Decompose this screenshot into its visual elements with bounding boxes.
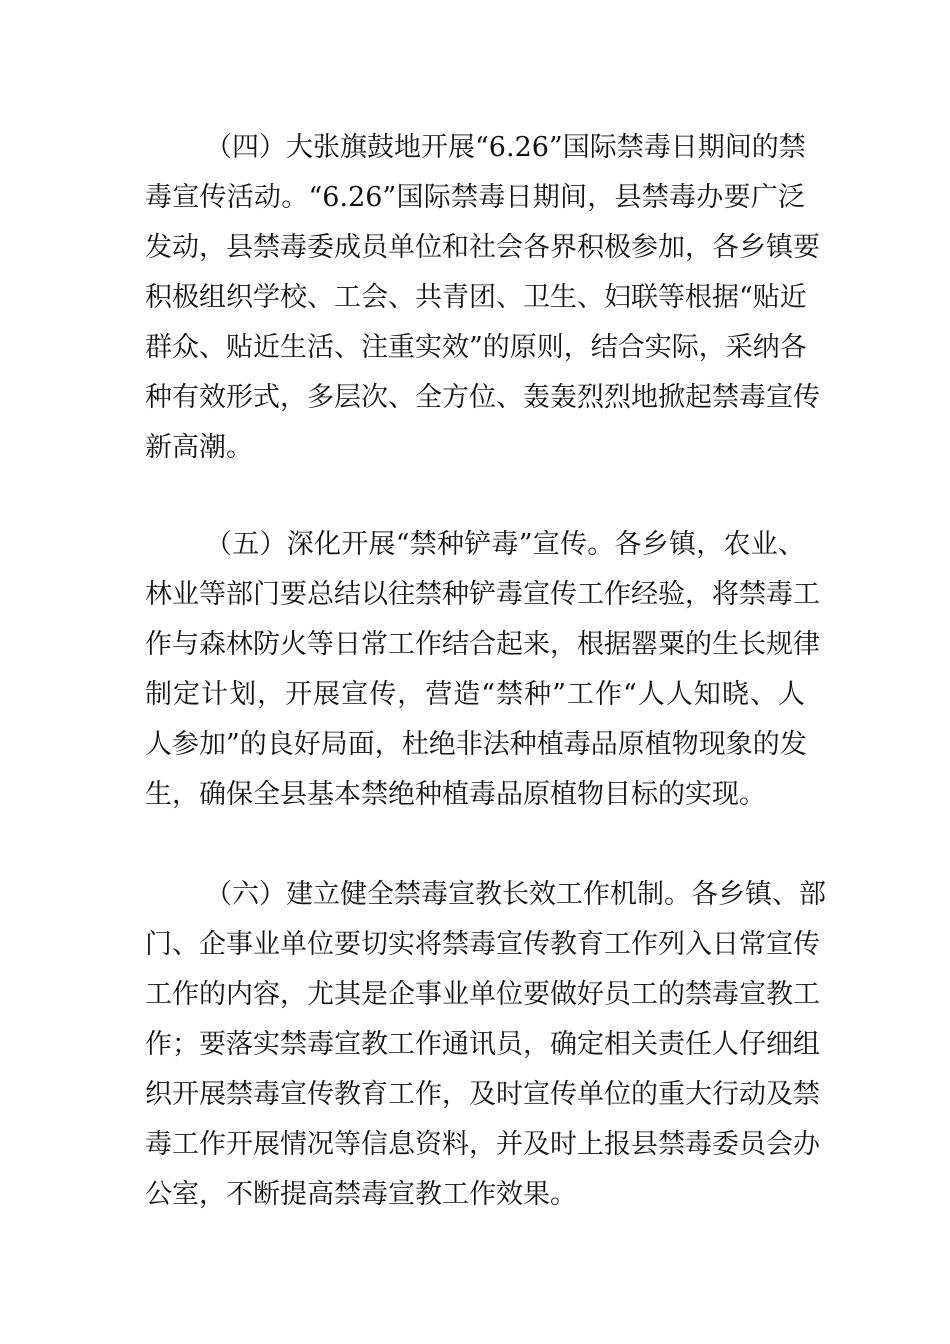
paragraph-line: 作；要落实禁毒宣教工作通讯员，确定相关责任人仔细组 [145, 1029, 820, 1060]
paragraph-5-crop-eradication [145, 520, 820, 820]
paragraph-line: 积极组织学校、工会、共青团、卫生、妇联等根据“贴近 [145, 282, 807, 313]
paragraph-line: 新高潮。 [145, 432, 253, 463]
paragraph-line: 织开展禁毒宣传教育工作，及时宣传单位的重大行动及禁 [145, 1079, 820, 1110]
paragraph-line: 林业等部门要总结以往禁种铲毒宣传工作经验，将禁毒工 [145, 579, 820, 610]
paragraph-line: 种有效形式，多层次、全方位、轰轰烈烈地掀起禁毒宣传 [145, 382, 820, 413]
paragraph-line: （五）深化开展“禁种铲毒”宣传。各乡镇，农业、 [205, 529, 805, 560]
paragraph-line: 人参加”的良好局面，杜绝非法种植毒品原植物现象的发 [145, 729, 807, 760]
paragraph-line: 门、企事业单位要切实将禁毒宣传教育工作列入日常宣传 [145, 929, 820, 960]
paragraph-line: 制定计划，开展宣传，营造“禁种”工作“人人知晓、人 [145, 679, 805, 710]
paragraph-line: 工作的内容，尤其是企事业单位要做好员工的禁毒宣教工 [145, 979, 820, 1010]
paragraph-line: 生，确保全县基本禁绝种植毒品原植物目标的实现。 [145, 779, 766, 810]
paragraph-4-propaganda-day [145, 123, 820, 473]
paragraph-line: 公室，不断提高禁毒宣教工作效果。 [145, 1179, 577, 1210]
paragraph-line: 毒工作开展情况等信息资料，并及时上报县禁毒委员会办 [145, 1129, 820, 1160]
paragraph-line: （六）建立健全禁毒宣教长效工作机制。各乡镇、部 [205, 879, 826, 910]
paragraph-line: 作与森林防火等日常工作结合起来，根据罂粟的生长规律 [145, 629, 820, 660]
paragraph-line: （四）大张旗鼓地开展“6.26”国际禁毒日期间的禁 [205, 132, 806, 163]
paragraph-6-education-mechanism [145, 870, 826, 1220]
paragraph-line: 毒宣传活动。“6.26”国际禁毒日期间，县禁毒办要广泛 [145, 182, 805, 213]
paragraph-line: 群众、贴近生活、注重实效”的原则，结合实际，采纳各 [145, 332, 807, 363]
paragraph-line: 发动，县禁毒委成员单位和社会各界积极参加，各乡镇要 [145, 232, 820, 263]
